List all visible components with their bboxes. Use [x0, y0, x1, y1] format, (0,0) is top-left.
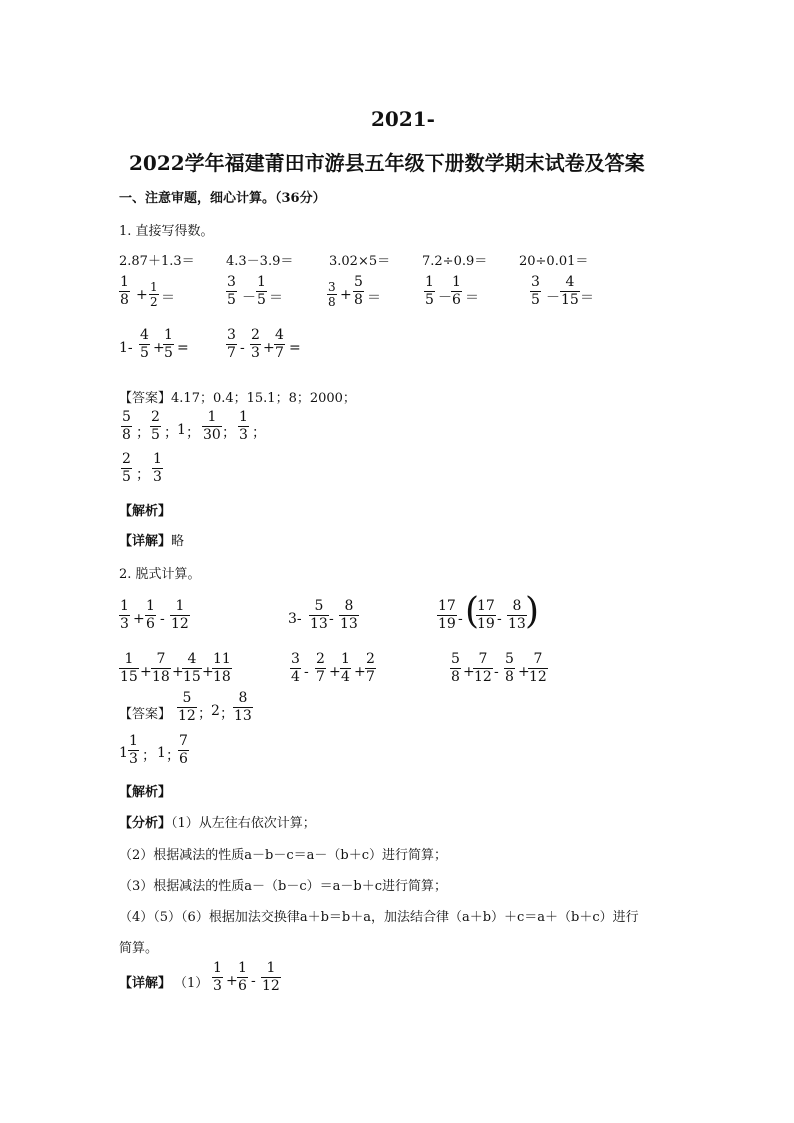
answer-label: 【答案】: [119, 707, 172, 722]
fraction: $\frac{5}{8}$: [505, 651, 514, 685]
q1-row1-item: 2.87＋1.3＝: [119, 254, 195, 269]
fraction: $\frac{1}{8}$: [120, 274, 129, 308]
detail-line: 【详解】略: [119, 534, 185, 549]
fraction: $\frac{1}{15}$: [120, 651, 138, 685]
fraction: $\frac{5}{8}$: [354, 274, 363, 308]
fraction: $\frac{1}{3}$: [120, 598, 129, 632]
fraction: $\frac{1}{6}$: [452, 274, 461, 308]
fraction: $\frac{17}{19}$: [438, 598, 456, 632]
fraction: $\frac{1}{3}$: [153, 451, 162, 485]
fraction: $\frac{1}{6}$: [146, 598, 155, 632]
fenxi-line: （2）根据减法的性质a－b－c＝a－（b＋c）进行简算；: [119, 848, 447, 863]
title-line-2: 2022学年福建莆田市游县五年级下册数学期末试卷及答案: [129, 151, 645, 175]
fraction: $\frac{2}{7}$: [366, 651, 375, 685]
fraction: $\frac{7}{18}$: [152, 651, 170, 685]
fenxi-line: 【分析】（1）从左往右依次计算；: [119, 816, 316, 831]
fraction: $\frac{1}{30}$: [203, 409, 221, 443]
question-1-label: 1. 直接写得数。: [119, 224, 214, 239]
fraction: $\frac{4}{5}$: [140, 327, 149, 361]
fraction: $\frac{4}{15}$: [561, 274, 579, 308]
fraction: $\frac{2}{5}$: [122, 451, 131, 485]
fraction: $\frac{8}{13}$: [234, 690, 252, 724]
fraction: $\frac{1}{5}$: [425, 274, 434, 308]
fraction: $\frac{1}{12}$: [262, 960, 280, 994]
q1-row1-item: 7.2÷0.9＝: [422, 254, 488, 269]
fenxi-line: 简算。: [119, 941, 159, 956]
fraction: $\frac{3}{7}$: [227, 327, 236, 361]
fraction: $\frac{2}{3}$: [251, 327, 260, 361]
section-heading: 一、注意审题，细心计算。（36分）: [119, 191, 326, 206]
fraction: $\frac{1}{4}$: [341, 651, 350, 685]
fraction: $\frac{7}{12}$: [474, 651, 492, 685]
answer-label: 【答案】4.17；0.4；15.1；8；2000；: [119, 391, 356, 406]
fraction: $\frac{3}{5}$: [531, 274, 540, 308]
fraction: $\frac{1}{2}$: [150, 280, 158, 309]
fraction: $\frac{3}{4}$: [291, 651, 300, 685]
q1-row1-item: 3.02×5＝: [329, 254, 391, 269]
analysis-label: 【解析】: [119, 785, 172, 800]
q1-row1-item: 4.3－3.9＝: [226, 254, 294, 269]
analysis-label: 【解析】: [119, 504, 172, 519]
fenxi-line: （3）根据减法的性质a－（b－c）＝a－b＋c进行简算；: [119, 879, 447, 894]
fraction: $\frac{7}{12}$: [529, 651, 547, 685]
fraction: $\frac{1}{3}$: [213, 960, 222, 994]
fraction: $\frac{1}{6}$: [238, 960, 247, 994]
fenxi-line: （4）（5）（6）根据加法交换律a＋b＝b＋a，加法结合律（a＋b）＋c＝a＋（b＋c）进行: [119, 910, 639, 925]
fraction: $\frac{1}{12}$: [171, 598, 189, 632]
fraction: $\frac{5}{8}$: [122, 409, 131, 443]
fraction: $\frac{17}{19}$: [477, 598, 495, 632]
fraction: $\frac{5}{13}$: [310, 598, 328, 632]
fraction: $\frac{3}{8}$: [328, 280, 336, 309]
fraction: $\frac{1}{5}$: [164, 327, 173, 361]
fraction: $\frac{2}{7}$: [316, 651, 325, 685]
fraction: $\frac{8}{13}$: [340, 598, 358, 632]
fraction: $\frac{7}{6}$: [179, 733, 188, 767]
fraction: $\frac{4}{15}$: [183, 651, 201, 685]
fraction: $\frac{1}{3}$: [239, 409, 248, 443]
fraction: $\frac{8}{13}$: [508, 598, 526, 632]
q1-row1-item: 20÷0.01＝: [519, 254, 589, 269]
fraction: $\frac{1}{3}$: [129, 733, 138, 767]
title-line-1: 2021-: [371, 107, 435, 131]
fraction: $\frac{4}{7}$: [275, 327, 284, 361]
fraction: $\frac{5}{8}$: [451, 651, 460, 685]
fraction: $\frac{2}{5}$: [151, 409, 160, 443]
fraction: $\frac{1}{5}$: [257, 274, 266, 308]
fraction: $\frac{5}{12}$: [178, 690, 196, 724]
fraction: $\frac{3}{5}$: [227, 274, 236, 308]
fraction: $\frac{11}{18}$: [213, 651, 231, 685]
question-2-label: 2. 脱式计算。: [119, 567, 201, 582]
